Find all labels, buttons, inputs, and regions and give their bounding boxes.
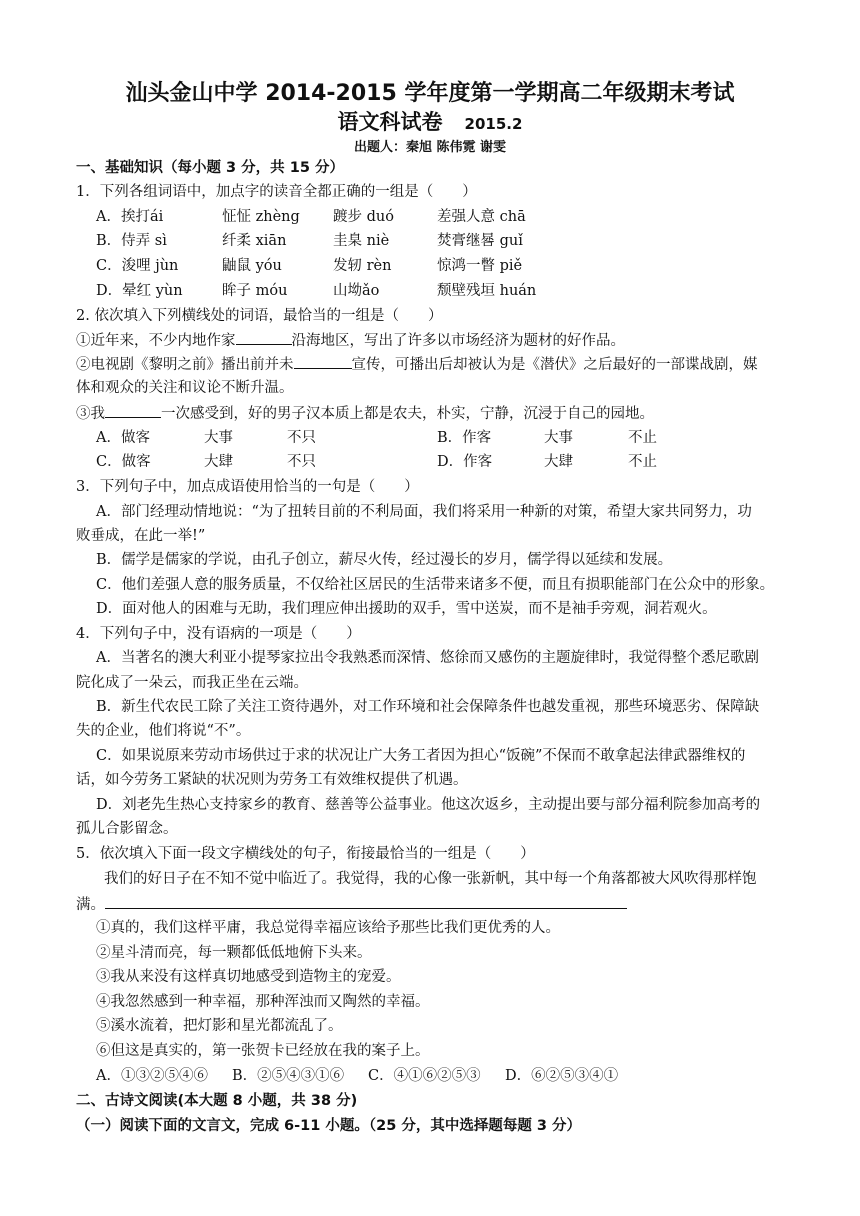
subject-title: 语文科试卷: [337, 110, 443, 134]
sentence-2: [76, 354, 758, 375]
sentence-3: [76, 403, 654, 424]
option-text: C．他们差强人意的服务质量，不仅给社区居民的生活带来诸多不便，而且有损职能部门在公众中的形象。: [96, 577, 775, 593]
option-text: 大肆: [544, 454, 573, 470]
option-text: 不只: [287, 454, 316, 470]
fill-blank: [105, 894, 627, 909]
question-stem: 2. 依次填入下列横线处的词语，最恰当的一组是（ ）: [76, 308, 443, 324]
option-text: 圭臬 niè: [333, 233, 390, 249]
option-text: 纤柔 xiān: [222, 233, 287, 249]
option-text: D．晕红 yùn: [96, 283, 183, 299]
option-text: A．做客: [96, 430, 150, 446]
option-text: 惊鸿一瞥 piě: [437, 258, 523, 274]
list-item: ①真的，我们这样平庸，我总觉得幸福应该给予那些比我们更优秀的人。: [96, 920, 560, 936]
option-text: 不止: [628, 430, 657, 446]
option-text: D．⑥②⑤③④①: [505, 1068, 619, 1084]
exam-date: 2015.2: [464, 115, 523, 133]
section-heading: 一、基础知识（每小题 3 分，共 15 分）: [76, 160, 344, 176]
option-text: A．部门经理动情地说：“为了扭转目前的不利局面，我们将采用一种新的对策，希望大家共同努力，功: [96, 504, 752, 520]
option-text: B．作客: [437, 430, 492, 446]
question-stem: 4．下列句子中，没有语病的一项是（ ）: [76, 626, 361, 642]
question-stem: 1．下列各组词语中，加点字的读音全都正确的一组是（ ）: [76, 184, 477, 200]
sentence-text: 沿海地区，写出了许多以市场经济为题材的好作品。: [291, 333, 625, 349]
exam-authors: 出题人：秦旭 陈伟霓 谢雯: [353, 140, 507, 155]
option-text: 大肆: [204, 454, 233, 470]
option-text: 不止: [628, 454, 657, 470]
list-item: ②星斗清而亮，每一颗都低低地俯下头来。: [96, 945, 372, 961]
subsection-heading: （一）阅读下面的文言文，完成 6-11 小题。（25 分，其中选择题每题 3 分）: [76, 1118, 582, 1134]
option-text: D．面对他人的困难与无助，我们理应伸出援助的双手，雪中送炭，而不是袖手旁观，洞若观火。: [96, 601, 717, 617]
list-item: ⑤溪水流着，把灯影和星光都流乱了。: [96, 1018, 343, 1034]
exam-subtitle: [0, 106, 860, 136]
option-text: B．侍弄 sì: [96, 233, 167, 249]
option-text: 踱步 duó: [333, 209, 394, 225]
option-text: C．做客: [96, 454, 151, 470]
option-text: 颓壁残垣 huán: [437, 283, 537, 299]
list-item: ⑥但这是真实的，第一张贺卡已经放在我的案子上。: [96, 1043, 430, 1059]
option-text: A．①③②⑤④⑥: [96, 1068, 208, 1084]
sentence-text: ③我: [76, 406, 105, 422]
option-text: B．②⑤④③①⑥: [232, 1068, 345, 1084]
option-text: 失的企业，他们将说“不”。: [76, 723, 251, 739]
option-text: 院化成了一朵云，而我正坐在云端。: [76, 675, 308, 691]
sentence-text: 一次感受到，好的男子汉本质上都是农夫，朴实，宁静，沉浸于自己的园地。: [161, 406, 654, 422]
passage-text-cont: [76, 894, 627, 915]
option-text: 焚膏继晷 guǐ: [437, 233, 523, 249]
fill-blank: [236, 330, 292, 345]
option-text: 怔怔 zhèng: [222, 209, 300, 225]
option-text: 山坳ǎo: [333, 283, 380, 299]
option-text: 大事: [544, 430, 573, 446]
fill-blank: [105, 403, 161, 418]
option-text: A．当著名的澳大利亚小提琴家拉出令我熟悉而深情、悠徐而又感伤的主题旋律时，我觉得整个悉尼歌剧: [96, 650, 759, 666]
exam-title: 汕头金山中学 2014-2015 学年度第一学期高二年级期末考试: [125, 81, 735, 106]
fill-blank: [294, 354, 352, 369]
option-text: 大事: [204, 430, 233, 446]
option-text: D．作客: [437, 454, 493, 470]
option-text: 话，如今劳务工紧缺的状况则为劳务工有效维权提供了机遇。: [76, 772, 468, 788]
option-text: D．刘老先生热心支持家乡的教育、慈善等公益事业。他这次返乡，主动提出要与部分福利院参加高考的: [96, 797, 761, 813]
option-text: 不只: [287, 430, 316, 446]
sentence-text: 宣传，可播出后却被认为是《潜伏》之后最好的一部谍战剧，媒: [351, 357, 758, 373]
passage-text: 我们的好日子在不知不觉中临近了。我觉得，我的心像一张新帆，其中每一个角落都被大风吹得那样饱: [104, 871, 757, 887]
passage-text: 满。: [76, 897, 105, 913]
option-text: C．如果说原来劳动市场供过于求的状况让广大务工者因为担心“饭碗”不保而不敢拿起法律武器维权的: [96, 748, 746, 764]
question-stem: 3．下列句子中，加点成语使用恰当的一句是（ ）: [76, 479, 419, 495]
sentence-1: [76, 330, 625, 351]
section-heading: 二、古诗文阅读(本大题 8 小题，共 38 分): [76, 1093, 358, 1109]
option-text: B．儒学是儒家的学说，由孔子创立，薪尽火传，经过漫长的岁月，儒学得以延续和发展。: [96, 552, 673, 568]
option-text: A．挨打ái: [96, 209, 164, 225]
option-text: 败垂成，在此一举!”: [76, 528, 206, 544]
question-stem: 5．依次填入下面一段文字横线处的句子，衔接最恰当的一组是（ ）: [76, 846, 535, 862]
option-text: 发轫 rèn: [333, 258, 392, 274]
option-text: 眸子 móu: [222, 283, 288, 299]
sentence-text: ②电视剧《黎明之前》播出前并未: [76, 357, 294, 373]
option-text: C．浚哩 jùn: [96, 258, 179, 274]
option-text: C．④①⑥②⑤③: [368, 1068, 481, 1084]
list-item: ④我忽然感到一种幸福，那种浑浊而又陶然的幸福。: [96, 994, 430, 1010]
option-text: B．新生代农民工除了关注工资待遇外，对工作环境和社会保障条件也越发重视，那些环境恶劣、保障缺: [96, 699, 760, 715]
option-text: 鼬鼠 yóu: [222, 258, 282, 274]
list-item: ③我从来没有这样真切地感受到造物主的宠爱。: [96, 969, 401, 985]
option-text: 差强人意 chā: [437, 209, 526, 225]
sentence-2-cont: 体和观众的关注和议论不断升温。: [76, 380, 294, 396]
sentence-text: ①近年来，不少内地作家: [76, 333, 236, 349]
option-text: 孤儿合影留念。: [76, 821, 178, 837]
